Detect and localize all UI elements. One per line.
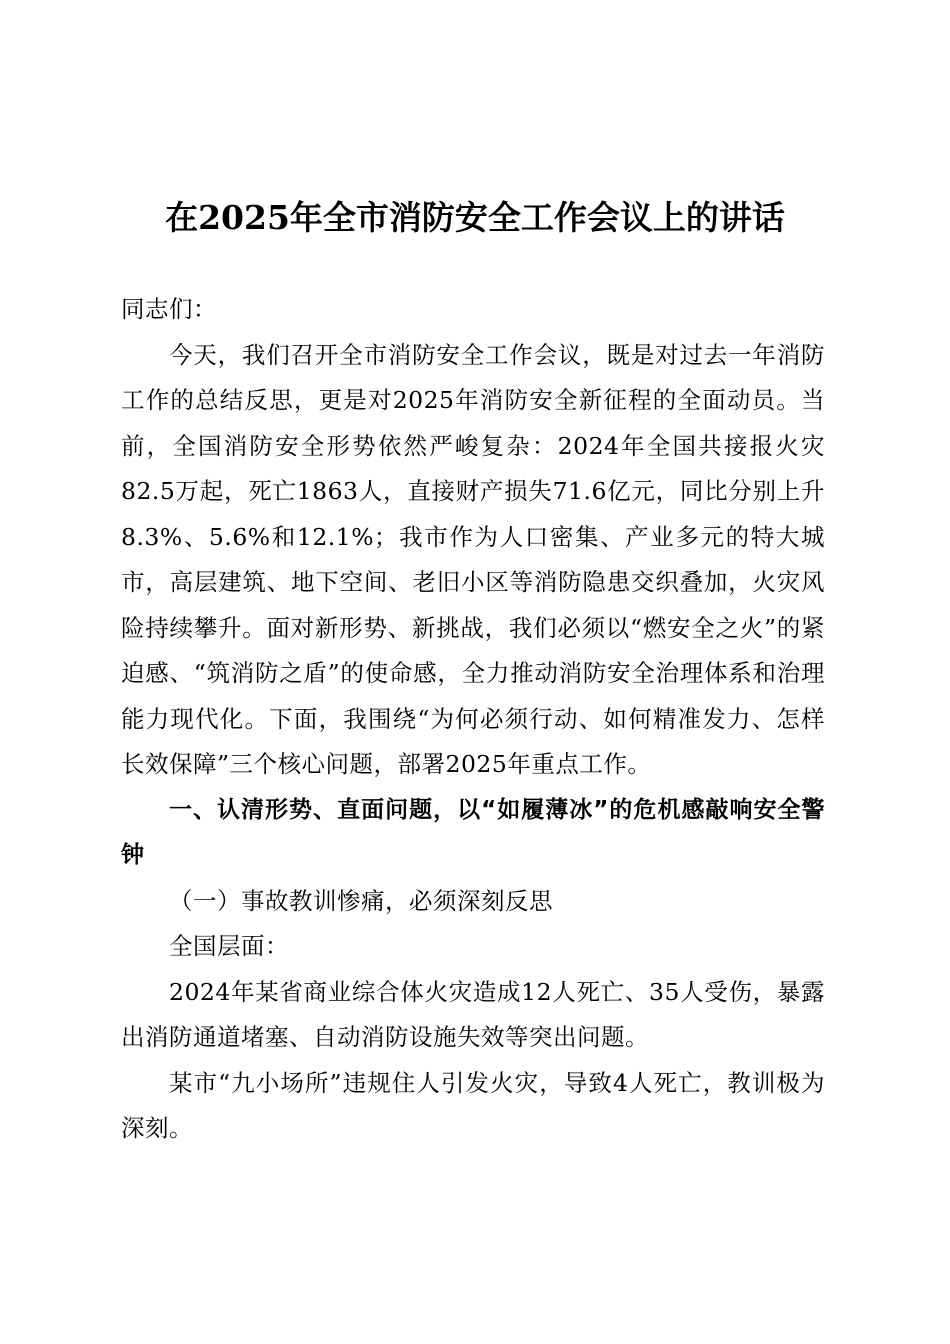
document-title: 在2025年全市消防安全工作会议上的讲话 (165, 198, 785, 237)
intro-paragraph: 今天，我们召开全市消防安全工作会议，既是对过去一年消防工作的总结反思，更是对2025年消防安全新征程的全面动员。当前，全国消防安全形势依然严峻复杂：2024年全国共接报火灾82.5万起，死亡1863人，直接财产损失71.6亿元，同比分别上升8.3%、5.6%和12.1%；我市作为人口密集、产业多元的特大城市，高层建筑、地下空间、老旧小区等消防隐患交织叠加，火灾风险持续攀升。面对新形势、新挑战，我们必须以“燃安全之火”的紧迫感、“筑消防之盾”的使命感，全力推动消防安全治理体系和治理能力现代化。下面，我围绕“为何必须行动、如何精准发力、怎样长效保障”三个核心问题，部署2025年重点工作。 (121, 340, 825, 778)
national-level-label: 全国层面： (169, 932, 289, 960)
section-heading: 一、认清形势、直面问题，以“如履薄冰”的危机感敲响安全警钟 (121, 796, 825, 868)
document-body (121, 287, 825, 1152)
salutation: 同志们： (121, 295, 217, 323)
case-paragraph: 2024年某省商业综合体火灾造成12人死亡、35人受伤，暴露出消防通道堵塞、自动消防设施失效等突出问题。 (121, 977, 825, 1051)
subsection-heading: （一）事故教训惨痛，必须深刻反思 (169, 886, 553, 915)
case-paragraph: 某市“九小场所”违规住人引发火灾，导致4人死亡，教训极为深刻。 (121, 1068, 825, 1142)
